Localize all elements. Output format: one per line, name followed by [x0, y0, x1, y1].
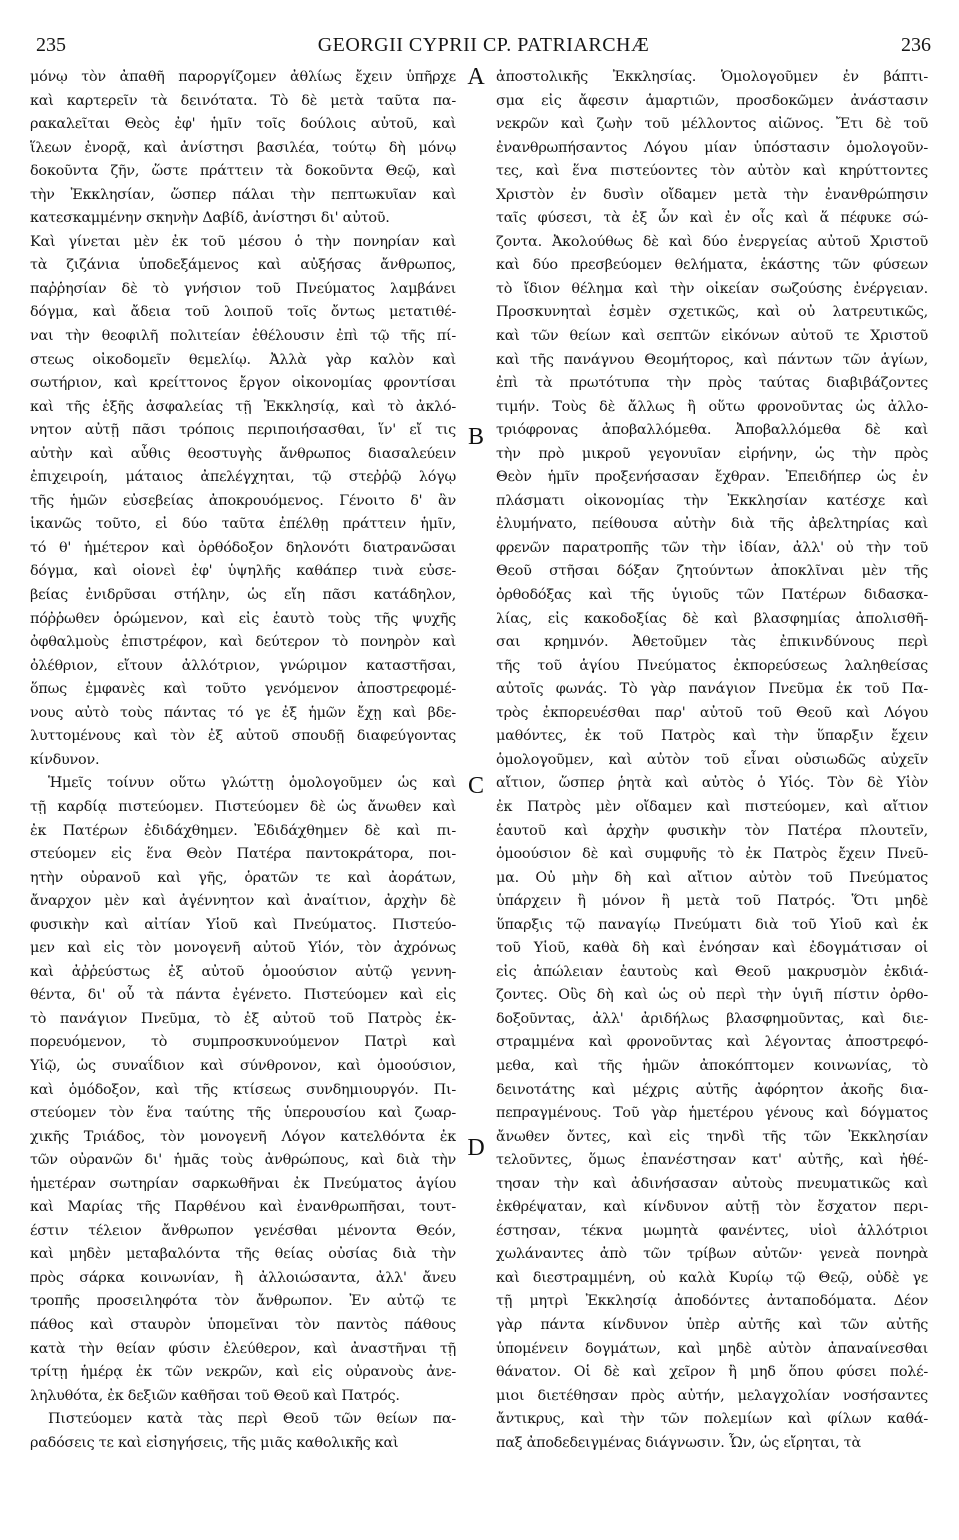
text-line: γὰρ πάντα κίνδυνον ὑπὲρ αὐτῆς καὶ τῶν αὐτῆς: [496, 1316, 928, 1333]
margin-letter-a: A: [467, 64, 485, 90]
text-line: μεθα, καὶ τῆς ἡμῶν ἀποκόπτομεν κοινωνίας, τὸ: [496, 1057, 928, 1074]
text-line: ὅπως ἐμφανὲς καὶ τοῦτο γενόμενον ἀποστρεφομέ-: [30, 681, 456, 698]
text-line: τὸ πανάγιον Πνεῦμα, τὸ ἐξ αὐτοῦ τοῦ Πατρὸς ἐκ-: [30, 1010, 456, 1027]
text-line: λυττομένους καὶ τὸν ἐξ αὐτοῦ σπουδῇ διαφεύγοντας: [30, 728, 456, 745]
margin-letter-d: D: [467, 1135, 485, 1161]
text-line: πόῤῥωθεν ὁρώμενον, καὶ εἰς ἑαυτὸ τοὺς τῆς ψυχῆς: [30, 610, 456, 627]
text-line: ἄντικρυς, καὶ τὴν τῶν πολεμίων καὶ φίλων καθά-: [496, 1411, 928, 1428]
text-line: τὰ ζιζάνια ὑποδεξάμενος καὶ αὐξήσας ἄνθρωπος,: [30, 257, 456, 274]
text-line: τελοῦντες, ὅμως ἐπανέστησαν κατ' αὐτῆς, καὶ ἠθέ-: [496, 1152, 928, 1169]
text-line: δόγμα, καὶ οἱονεὶ ἐφ' ὑψηλῆς καθάπερ τινὰ εὐσε-: [30, 563, 456, 580]
text-line: Θεὸν ἡμῖν προξενήσασαν ἔχθραν. Ἐπειδήπερ ὡς ἐν: [496, 469, 928, 486]
text-line: ἐκθρέψαταν, καὶ κίνδυνον αὐτῇ τὸν ἔσχατον περι-: [496, 1199, 928, 1216]
text-line: ἑαυτοῦ καὶ ἀρχὴν φυσικὴν τὸν Πατέρα πλουτεῖν,: [496, 822, 928, 839]
text-line: αἴτιον, ὥσπερ ῥητὰ καὶ αὐτὸς ὁ Υἱός. Τὸν δὲ Υἱὸν: [496, 775, 928, 792]
text-line: έστιν τέλειον ἄνθρωπον γενέσθαι μένοντα Θεόν,: [30, 1222, 456, 1239]
text-line: δόγμα, καὶ ἄδεια τοῦ λοιποῦ τοῖς ὄντως μετατιθέ-: [30, 304, 456, 321]
text-line: στραμμένα καὶ φρονοῦντας καὶ λέγοντας ἀποστρεφό-: [496, 1034, 928, 1051]
text-line: μα. Οὐ μὴν δὴ καὶ αἴτιον αὐτὸν τοῦ Πνεύματος: [496, 869, 928, 886]
text-line: σωτήριον, καὶ κρείττονος ἔργον οἰκονομίας φροντίσαι: [30, 375, 456, 392]
text-line: ναι τὴν θεοφιλῆ πολιτείαν ἐθέλουσιν ἐπὶ τῷ τῆς πί-: [30, 328, 456, 345]
text-line: τῶν οὐρανῶν δι' ἡμᾶς τοὺς ἀνθρώπους, καὶ διὰ τὴν: [30, 1152, 456, 1169]
text-line: ἐπιχειροίη, μάταιος ἀπελέγχηται, τῷ στεῤῥῷ λόγῳ: [30, 469, 456, 486]
text-line: ἄναρχον μὲν καὶ ἀγέννητον καὶ ἀναίτιον, ἀρχὴν δὲ: [30, 893, 456, 910]
text-line: ἡμετέραν σωτηρίαν σαρκωθῆναι ἐκ Πνεύματος ἁγίου: [30, 1175, 456, 1192]
text-line: ἵλεων ἐνορᾷ, καὶ ἀνίστησι βασιλέα, τούτῳ δὴ μόνῳ: [30, 139, 456, 156]
text-line: πάθος καὶ σταυρὸν ὑπομεῖναι τὸν παντὸς πάθους: [30, 1316, 456, 1333]
text-line: ἀποστολικῆς Ἐκκλησίας. Ὁμολογοῦμεν ἐν βάπτι-: [496, 69, 928, 85]
text-line: δεινοτάτης καὶ μέχρις αὐτῆς ἀφόρητον ἀκοῆς δια-: [496, 1081, 928, 1098]
text-line: παῤῥησίαν δὲ τὸ γνήσιον τοῦ Πνεύματος λαμβάνει: [30, 280, 456, 297]
text-line: Καὶ γίνεται μὲν ἐκ τοῦ μέσου ὁ τὴν πονηρίαν καὶ: [30, 233, 456, 250]
text-line: τῇ καρδίᾳ πιστεύομεν. Πιστεύομεν δὲ ὡς ἄνωθεν καὶ: [30, 798, 456, 815]
text-line: καὶ καρτερεῖν τὰ δεινότατα. Τὸ δὲ μετὰ ταῦτα πα-: [30, 92, 456, 109]
text-line: ὀλέθριον, εἴτουν ἀλλότριον, γνώριμον καταστῆσαι,: [30, 657, 456, 674]
text-line: τοῦ Υἱοῦ, καθὰ δὴ καὶ ἐνόησαν καὶ ἐδογμάτισαν οἱ: [496, 940, 928, 957]
text-line: δοκοῦντα ζῆν, ὥστε πράττειν τὰ δοκοῦντα Θεῷ, καὶ: [30, 163, 456, 180]
text-line: καὶ Μαρίας τῆς Παρθένου καὶ ἐνανθρωπῆσαι, τουτ-: [30, 1199, 456, 1216]
text-line: στεύομεν εἰς ἕνα Θεὸν Πατέρα παντοκράτορα, ποι-: [30, 846, 456, 863]
text-line: σαι κρημνόν. Ἀθετοῦμεν τὰς ἐπικινδύνους περὶ: [496, 634, 928, 651]
text-line: Ἡμεῖς τοίνυν οὕτω γλώττῃ ὁμολογοῦμεν ὡς καὶ: [48, 775, 456, 792]
margin-letter-b: B: [467, 424, 484, 450]
text-line: θάνατον. Οἱ δὲ καὶ χεῖρον ἢ μηδ ὅπου φύσει πολέ-: [496, 1364, 928, 1381]
text-line: ραδόσεις τε καὶ εἰσηγήσεις, τῆς μιᾶς καθολικῆς καὶ: [30, 1434, 399, 1451]
text-line: Πιστεύομεν κατὰ τὰς περὶ Θεοῦ τῶν θείων πα-: [48, 1411, 456, 1428]
text-line: τό θ' ἡμέτερον καὶ ὀρθόδοξον δηλονότι διατρανῶσαι: [30, 539, 456, 556]
page-number-left: 235: [36, 34, 66, 56]
text-line: κατεσκαμμένην σκηνὴν Δαβίδ, ἀνίστησι δι' αὐτοῦ.: [30, 210, 390, 227]
text-line: τὴν Ἐκκλησίαν, ὥσπερ πάλαι τὴν πεπτωκυῖαν καὶ: [30, 186, 456, 203]
text-line: τῆς ἡμῶν εὐσεβείας ἀποκρουόμενος. Γένοιτο δ' ἂν: [30, 492, 456, 509]
text-line: καὶ δύο πρεσβεύομεν θελήματα, ἑκάστης τῶν φύσεων: [496, 257, 928, 274]
text-line: καὶ ἀῤῥεύστως ἐξ αὐτοῦ ὁμοούσιον αὐτῷ γεννη-: [30, 963, 456, 980]
page-header: [36, 34, 931, 58]
text-line: Θεοῦ στῆσαι δόξαν ζητούντων ἀποκλῖναι μὲν τῆς: [496, 563, 928, 580]
text-line: στεύομεν τὸν ἕνα ταύτης τῆς ὑπερουσίου καὶ ζωαρ-: [30, 1105, 456, 1122]
margin-letter-c: C: [467, 773, 484, 799]
text-line: τὴν πρὸ μικροῦ γεγονυῖαν εἰρήνην, ὡς τὴν πρὸς: [496, 445, 928, 462]
text-line: ὕπαρξις τῷ παναγίῳ Πνεύματι διὰ τοῦ Υἱοῦ καὶ ἐκ: [496, 916, 928, 933]
text-line: πεπραγμένους. Τοῦ γὰρ ἡμετέρου γένους καὶ δόγματος: [496, 1105, 928, 1122]
page-number-right: 236: [901, 34, 931, 56]
text-line: ἐκ Πατέρων ἐδιδάχθημεν. Ἐδιδάχθημεν δὲ καὶ πι-: [30, 822, 456, 839]
text-line: θέντα, δι' οὗ τὰ πάντα ἐγένετο. Πιστεύομεν καὶ εἰς: [30, 987, 456, 1004]
text-line: ἐπὶ τὰ πρωτότυπα τὴν πρὸς ταύτας διαβιβάζοντες: [496, 375, 928, 392]
text-line: δοξοῦντας, ἀλλ' ἀριδήλως βλασφημοῦντας, καὶ διε-: [496, 1010, 928, 1027]
text-line: σμα εἰς ἄφεσιν ἁμαρτιῶν, προσδοκῶμεν ἀνάστασιν: [496, 92, 928, 109]
text-line: ληλυθότα, ἐκ δεξιῶν καθῆσαι τοῦ Θεοῦ καὶ Πατρός.: [30, 1387, 400, 1404]
text-line: ὑπομένειν δογμάτων, καὶ μηδὲ αὐτὸν ἀπαναίνεσθαι: [496, 1340, 928, 1357]
text-line: αὐτὴν καὶ αὖθις θεοστυγὴς ἄνθρωπος διασαλεύειν: [30, 445, 456, 462]
text-line: ὀρθοδόξας καὶ τῆς ὑγιοῦς τῶν Πατέρων διδασκα-: [496, 587, 928, 604]
text-line: στεως οἰκοδομεῖν θεμελίῳ. Ἀλλὰ γὰρ καλὸν καὶ: [30, 351, 456, 368]
text-line: λίας, εἰς κακοδοξίας δὲ καὶ βλασφημίας ἀπολισθῆ-: [496, 610, 928, 627]
text-line: καὶ ὁμόδοξον, καὶ τῆς κτίσεως συνδημιουργόν. Πι-: [30, 1081, 456, 1098]
text-line: κίνδυνον.: [30, 751, 100, 768]
text-line: τριόφρονας ἀποβαλλόμεθα. Ἀποβαλλόμεθα δὲ καὶ: [496, 422, 928, 439]
text-line: ἐκ Πατρὸς μὲν οἴδαμεν καὶ πιστεύομεν, καὶ αἴτιον: [496, 798, 928, 815]
text-line: φυσικὴν καὶ αἰτίαν Υἱοῦ καὶ Πνεύματος. Πιστεύο-: [30, 916, 456, 933]
running-title: GEORGII CYPRII CP. PATRIARCHÆ: [317, 34, 650, 56]
text-line: έστησαν, τέκνα μωμητὰ φανέντες, υἱοὶ ἀλλότριοι: [496, 1222, 928, 1239]
text-line: τροπῆς προσειληφότα τὸν ἄνθρωπον. Ἐν αὐτῷ τε: [30, 1293, 456, 1310]
text-line: τες, καὶ ἕνα πιστεύοντες τὸν αὐτὸν καὶ κηρύττοντες: [496, 163, 928, 180]
text-line: μόνῳ τὸν ἀπαθῆ παροργίζομεν ἀθλίως ἔχειν ὑπῆρχε: [30, 69, 456, 85]
text-line: χικῆς Τριάδος, τὸν μονογενῆ Λόγον κατελθόντα ἐκ: [30, 1128, 456, 1145]
left-column: [30, 66, 456, 1526]
text-line: παξ ἀποδεδειγμένας διάγνωσιν. Ὧν, ὡς εἴρηται, τὰ: [496, 1434, 861, 1451]
text-line: μαθόντες, ἐκ τοῦ Πατρὸς καὶ τὴν ὕπαρξιν ἔχειν: [496, 728, 928, 745]
text-line: νους αὐτὸ τοὺς πάντας τό γε ἐξ ἡμῶν ἔχῃ καὶ βδε-: [30, 704, 456, 721]
text-line: ὁμολογοῦμεν, καὶ αὐτὸν τοῦ εἶναι οὐσιωδῶς αὐχεῖν: [496, 751, 928, 768]
text-line: Υἱῷ, ὡς συναΐδιον καὶ σύνθρονον, καὶ ὁμοούσιον,: [30, 1057, 456, 1074]
text-line: φρενῶν παρατροπῆς τῶν τὴν ἰδίαν, ἀλλ' οὐ τὴν τοῦ: [496, 539, 928, 556]
text-line: ἄνωθεν ὄντες, καὶ εἰς τηνδὶ τῆς τῶν Ἐκκλησίαν: [496, 1128, 928, 1145]
text-line: τῆς τοῦ ἁγίου Πνεύματος ἐκπορεύσεως λαληθείσας: [496, 657, 928, 674]
text-line: καὶ διεστραμμένη, οὐ καλὰ Κυρίῳ τῷ Θεῷ, οὐδὲ γε: [496, 1269, 928, 1286]
text-line: κατὰ τὴν θείαν φύσιν ἐλεύθερον, καὶ ἀναστῆναι τῇ: [30, 1340, 456, 1357]
text-line: ἐλυμήνατο, πείθουσα αὐτὴν διὰ τῆς ἀβελτηρίας καὶ: [496, 516, 928, 533]
text-line: ζοντα. Ἀκολούθως δὲ καὶ δύο ἐνεργείας αὐτοῦ Χριστοῦ: [496, 233, 928, 250]
text-line: τιμήν. Τοὺς δὲ ἄλλως ἢ οὕτω φρονοῦντας ὡς ἀλλο-: [496, 398, 928, 415]
text-line: ἱκανῶς τοῦτο, εἰ δύο ταῦτα ἐπέλθῃ πράττειν ἡμῖν,: [30, 516, 456, 533]
text-line: ταῖς φύσεσι, τὰ ἐξ ὧν καὶ ἐν οἷς καὶ ἅ πέφυκε σώ-: [496, 210, 928, 227]
text-line: νεκρῶν καὶ ζωὴν τοῦ μέλλοντος αἰῶνος. Ἔτι δὲ τοῦ: [496, 116, 928, 133]
text-line: Χριστὸν ἐν δυσὶν οἴδαμεν μετὰ τὴν ἐνανθρώπησιν: [496, 186, 928, 203]
text-line: Προσκυνηταὶ ἐσμὲν σχετικῶς, καὶ οὐ λατρευτικῶς,: [496, 304, 928, 321]
text-line: ητὴν οὐρανοῦ καὶ γῆς, ὁρατῶν τε καὶ ἀοράτων,: [30, 869, 456, 886]
text-line: πλάσματι οἰκονομίας τὴν Ἐκκλησίαν κατέσχε καὶ: [496, 492, 928, 509]
text-line: τῇ μητρὶ Ἐκκλησίᾳ ἀποδόντες ἀνταποδόματα. Δέον: [496, 1293, 928, 1310]
text-line: τησαν τὴν καὶ ἀδινήσασαν αὐτοὺς πνευματικῶς καὶ: [496, 1175, 928, 1192]
text-line: βείας ἐνιδρῦσαι στήλην, ὡς εἴη πᾶσι κατάδηλον,: [30, 587, 456, 604]
text-line: τὸ ἴδιον θέλημα καὶ τὴν οἰκείαν σωζούσης ἐνέργειαν.: [496, 280, 928, 297]
text-line: καὶ τῆς πανάγνου Θεομήτορος, καὶ πάντων τῶν ἁγίων,: [496, 351, 928, 368]
text-line: πρὸς σάρκα κοινωνίαν, ἢ ἀλλοιώσαντα, ἀλλ' ἄνευ: [30, 1269, 456, 1286]
text-line: πορευόμενον, τὸ συμπροσκυνούμενον Πατρὶ καὶ: [30, 1034, 456, 1051]
text-line: μεν καὶ εἰς τὸν μονογενῆ αὐτοῦ Υἱόν, τὸν ἀχρόνως: [30, 940, 456, 957]
text-line: μιοι διετέθησαν πρὸς αὐτήν, μελαγχολίαν νοσήσαντες: [496, 1387, 928, 1404]
text-line: ἐνανθρωπήσαντος Λόγου μίαν ὑπόστασιν ὁμολογοῦν-: [496, 139, 928, 156]
right-column: [496, 66, 928, 1526]
text-line: ρακαλεῖται Θεὸς ἐφ' ἡμῖν τοῖς δούλοις αὐτοῦ, καὶ: [30, 116, 456, 133]
text-line: ὑπάρχειν ἢ μόνον ἢ μετὰ τοῦ Πατρός. Ὅτι μηδὲ: [496, 893, 928, 910]
text-line: ζοντες. Οὓς δὴ καὶ ὡς οὐ περὶ τὴν ὑγιῆ πίστιν ὀρθο-: [496, 987, 928, 1004]
text-line: αὐτοῖς φωνάς. Τὸ γὰρ πανάγιον Πνεῦμα ἐκ τοῦ Πα-: [496, 681, 928, 698]
text-line: χωλάναντες ἀπὸ τῶν τρίβων αὐτῶν· γενεὰ πονηρὰ: [496, 1246, 928, 1263]
text-line: ὁμοούσιον δὲ καὶ συμφυῆς τὸ ἐκ Πατρὸς ἔχειν Πνεῦ-: [496, 846, 928, 863]
text-line: ὀφθαλμοὺς ἐπιστρέφον, καὶ δεύτερον τὸ πονηρὸν καὶ: [30, 634, 456, 651]
text-line: νητον αὐτῇ πᾶσι τρόποις περιποιήσασθαι, ἵν' εἴ τις: [30, 422, 456, 439]
text-line: τρίτῃ ἡμέρᾳ ἐκ τῶν νεκρῶν, καὶ εἰς οὐρανοὺς ἀνε-: [30, 1364, 456, 1381]
text-line: καὶ τῆς ἑξῆς ἀσφαλείας τῇ Ἐκκλησίᾳ, καὶ τὸ ἀκλό-: [30, 398, 456, 415]
text-line: εἰς ἀπώλειαν ἑαυτοὺς καὶ Θεοῦ μακρυσμὸν ἐκδιά-: [496, 963, 928, 980]
text-line: τρὸς ἐκπορευέσθαι παρ' αὐτοῦ τοῦ Θεοῦ καὶ Λόγου: [496, 704, 928, 721]
text-line: καὶ μηδὲν μεταβαλόντα τῆς θείας οὐσίας διὰ τὴν: [30, 1246, 456, 1263]
text-line: καὶ τῶν θείων καὶ σεπτῶν εἰκόνων αὐτοῦ τε Χριστοῦ: [496, 328, 928, 345]
